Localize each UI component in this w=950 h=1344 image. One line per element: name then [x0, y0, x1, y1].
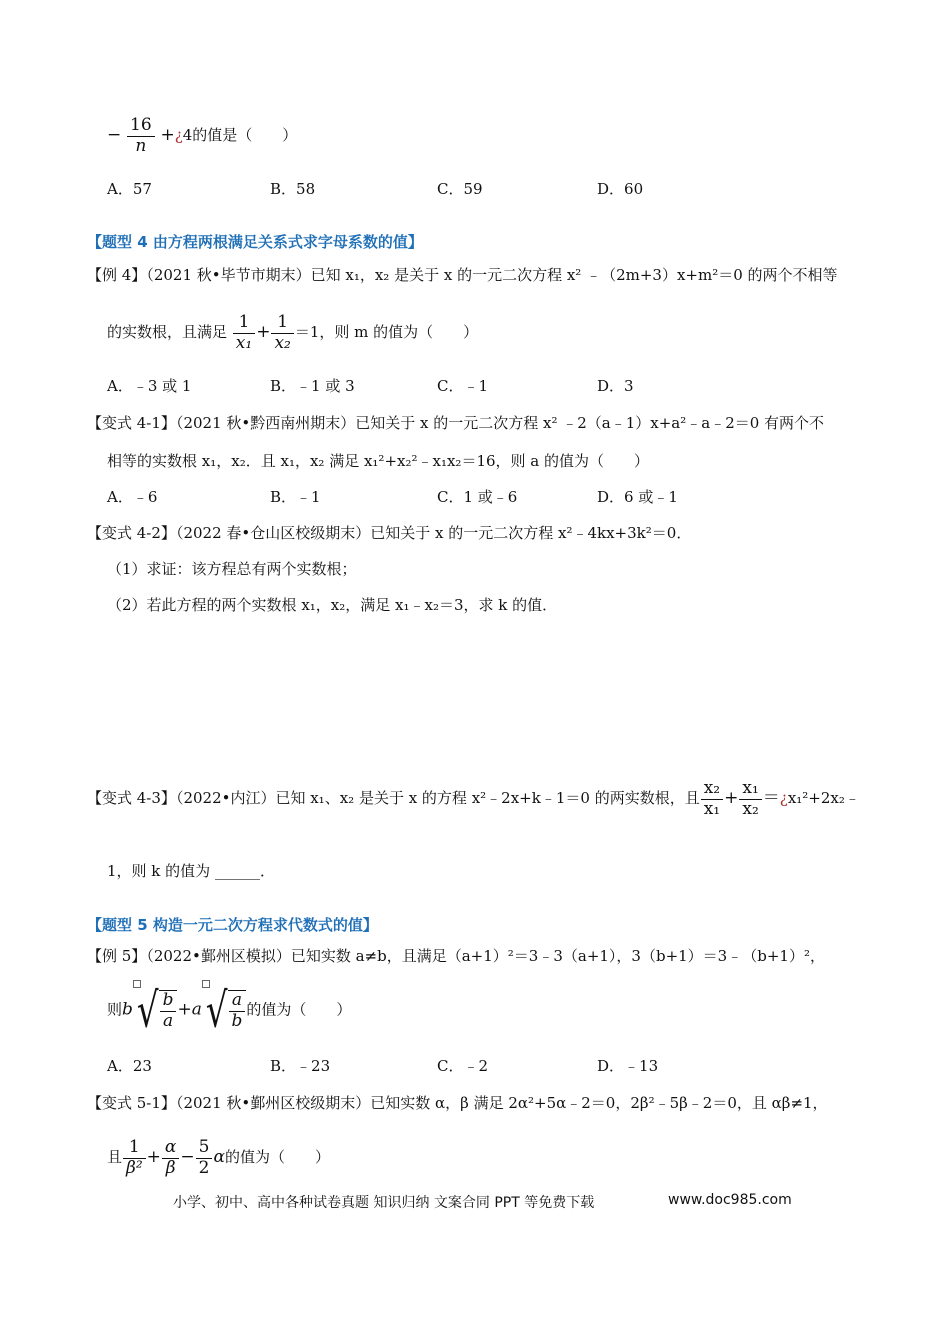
option-d: D．6 或﹣1	[597, 488, 678, 506]
option-b: B．58	[270, 180, 316, 198]
variant-4-2-part1: （1）求证：该方程总有两个实数根；	[107, 560, 357, 578]
fraction: $\frac{\alpha}{\beta}$	[162, 1138, 179, 1178]
option-a: A．23	[107, 1057, 152, 1075]
fraction: $\frac{1}{\text{x₂}}$	[271, 313, 293, 353]
variant-5-1-line2: 且 $\frac{1}{\text{β²}}$ + $\frac{\alpha}{\beta}$ − $\frac{5}{2}$ α的值为（ ）	[107, 1137, 330, 1178]
variant-4-3-line1: 【变式 4-3】（2022•内江）已知 x₁、x₂ 是关于 x 的方程 x²﹣2x+k﹣1＝0 的两实数根，且 $\frac{\text{x₂}}{\text{x₁}}$ + $\frac{\text{x₁}}{\text{x₂}}$ ＝¿x₁²+2x₂﹣	[87, 778, 860, 819]
example-4-line2: 的实数根，且满足 $\frac{1}{\text{x₁}}$ + $\frac{1}{\text{x₂}}$ ＝1，则 m 的值为（ ）	[107, 312, 479, 353]
variant-4-2-line1: 【变式 4-2】（2022 春•仓山区校级期末）已知关于 x 的一元二次方程 x²﹣4kx+3k²＝0．	[87, 524, 692, 542]
option-d: D．﹣13	[597, 1057, 659, 1075]
variant-4-2-part2: （2）若此方程的两个实数根 x₁，x₂，满足 x₁﹣x₂＝3，求 k 的值．	[107, 596, 558, 614]
fraction: $\frac{16}{n}$	[127, 116, 155, 156]
example-5-line1: 【例 5】（2022•鄞州区模拟）已知实数 a≠b，且满足（a+1）²＝3﹣3（a+1），3（b+1）＝3﹣（b+1）²，	[87, 947, 825, 965]
option-d: D．3	[597, 377, 634, 395]
prev-question-expression: − $\frac{16}{n}$ +¿4的值是（ ）	[107, 115, 298, 156]
radical: √ $\frac{b}{a}$	[133, 990, 178, 1031]
option-c: C．﹣1	[437, 377, 489, 395]
option-c: C．1 或﹣6	[437, 488, 518, 506]
fraction: $\frac{\text{x₂}}{\text{x₁}}$	[701, 779, 723, 819]
option-c: C．59	[437, 180, 483, 198]
footer-url[interactable]: www.doc985.com	[668, 1192, 792, 1208]
example-5-line2: 则b √ $\frac{b}{a}$ +a √ $\frac{a}{b}$ 的值为（ ）	[107, 990, 351, 1031]
option-b: B．﹣1 或 3	[270, 377, 355, 395]
option-a: A．57	[107, 180, 152, 198]
section-title-4: 【题型 4 由方程两根满足关系式求字母系数的值】	[87, 233, 423, 251]
option-a: A．﹣3 或 1	[107, 377, 192, 395]
section-title-5: 【题型 5 构造一元二次方程求代数式的值】	[87, 916, 378, 934]
fraction: $\frac{1}{\text{x₁}}$	[233, 313, 255, 353]
option-d: D．60	[597, 180, 644, 198]
footer-text: 小学、初中、高中各种试卷真题 知识归纳 文案合同 PPT 等免费下载	[173, 1195, 595, 1211]
radical: √ $\frac{a}{b}$	[202, 990, 247, 1031]
variant-4-1-line2: 相等的实数根 x₁，x₂．且 x₁，x₂ 满足 x₁²+x₂²﹣x₁x₂＝16，则 a 的值为（ ）	[107, 452, 650, 470]
fraction: $\frac{\text{x₁}}{\text{x₂}}$	[739, 779, 761, 819]
option-b: B．﹣23	[270, 1057, 331, 1075]
option-b: B．﹣1	[270, 488, 321, 506]
variant-4-1-line1: 【变式 4-1】（2021 秋•黔西南州期末）已知关于 x 的一元二次方程 x² ﹣2（a﹣1）x+a²﹣a﹣2＝0 有两个不	[87, 414, 825, 432]
option-c: C．﹣2	[437, 1057, 489, 1075]
variant-5-1-line1: 【变式 5-1】（2021 秋•鄞州区校级期末）已知实数 α，β 满足 2α²+5α﹣2＝0，2β²﹣5β﹣2＝0，且 αβ≠1，	[87, 1094, 828, 1112]
example-4-line1: 【例 4】（2021 秋•毕节市期末）已知 x₁，x₂ 是关于 x 的一元二次方程 x² ﹣（2m+3）x+m²＝0 的两个不相等	[87, 266, 838, 284]
variant-4-3-line2: 1，则 k 的值为 ______．	[107, 862, 275, 880]
fraction: $\frac{1}{\text{β²}}$	[123, 1138, 146, 1178]
option-a: A．﹣6	[107, 488, 158, 506]
fraction: $\frac{5}{2}$	[196, 1138, 213, 1178]
